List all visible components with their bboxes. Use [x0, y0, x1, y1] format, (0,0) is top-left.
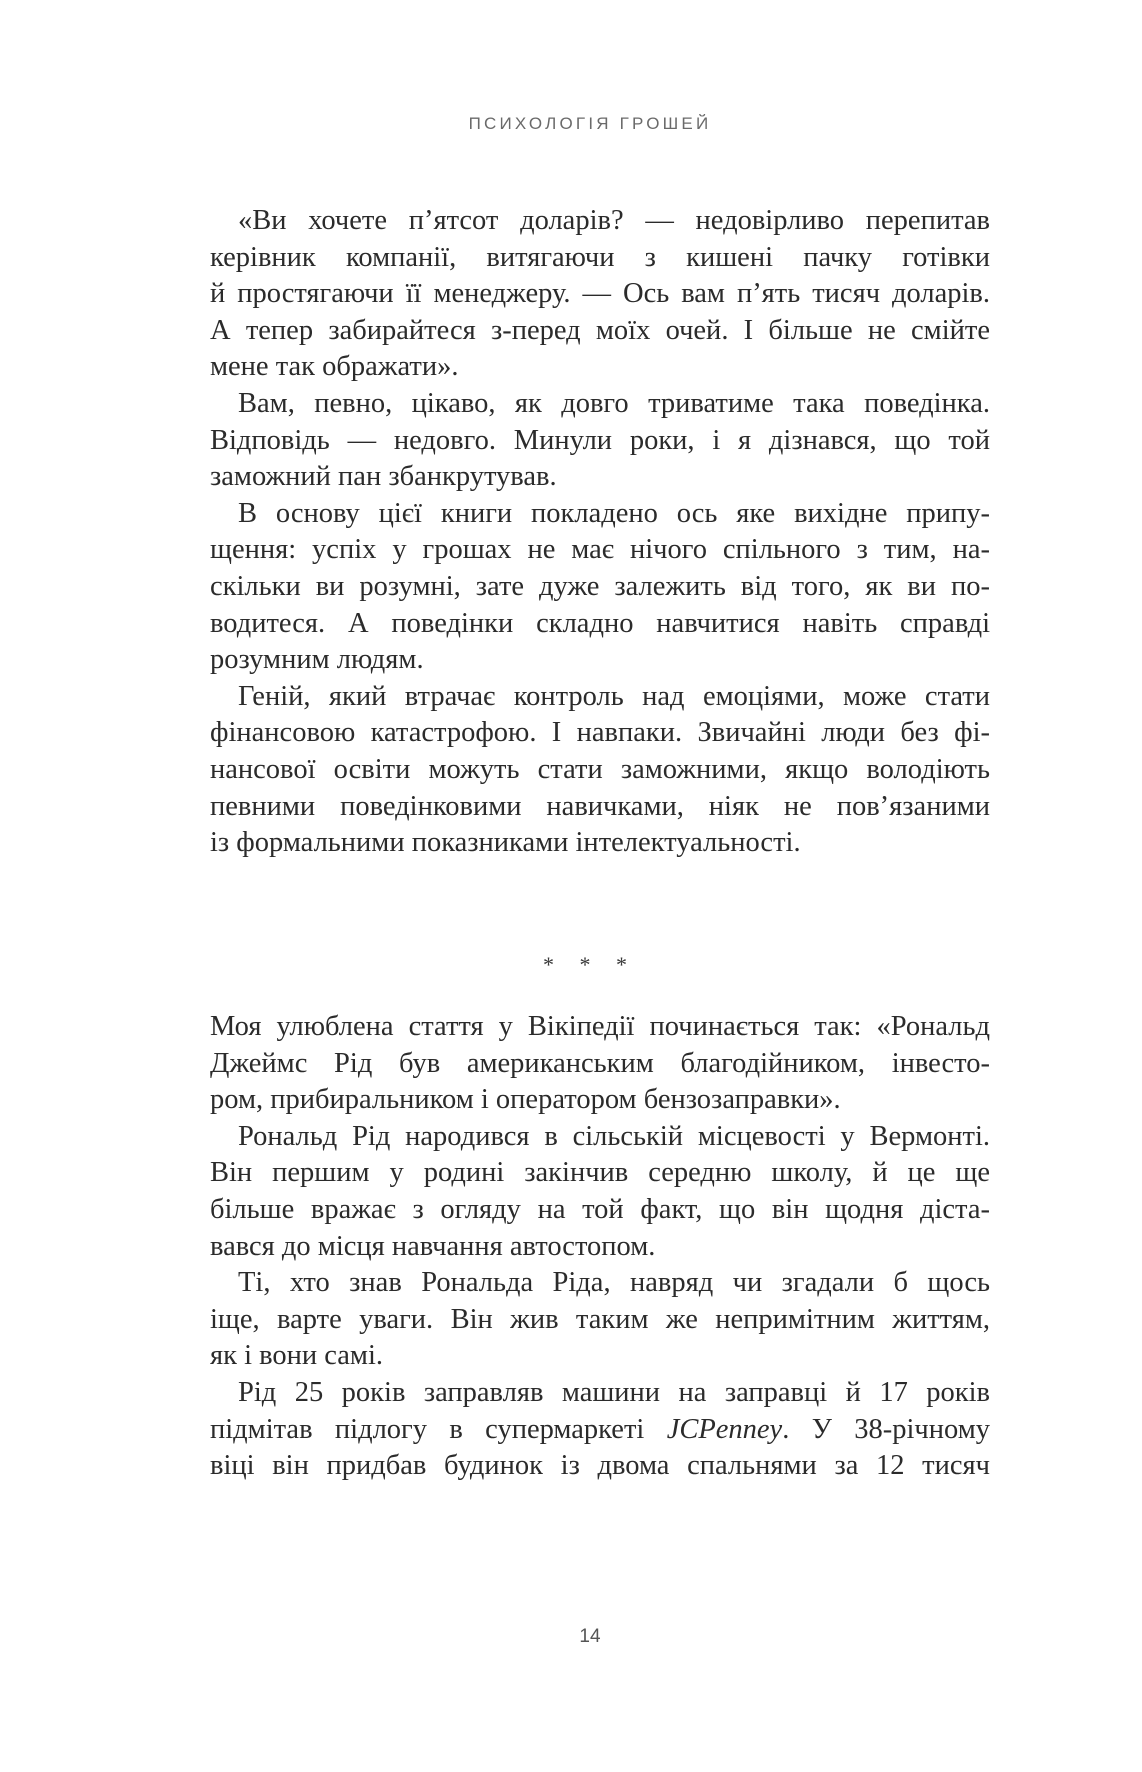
- text-line: Рід 25 років заправляв машини на заправці й 17 років: [238, 1376, 990, 1408]
- text-line: певними поведінковими навичками, ніяк не пов’язаними: [210, 790, 990, 822]
- text-line: Ті, хто знав Рональда Ріда, навряд чи згадали б щось: [238, 1267, 990, 1299]
- paragraph: [210, 386, 990, 496]
- text-line: Вам, певно, цікаво, як довго триватиме така поведінка.: [238, 387, 990, 419]
- text-line: вався до місця навчання автостопом.: [210, 1230, 656, 1262]
- paragraph: [210, 1009, 990, 1119]
- text-line: розумним людям.: [210, 644, 424, 676]
- text-line: Відповідь — недовго. Минули роки, і я дізнався, що той: [210, 424, 990, 456]
- paragraph: [210, 679, 990, 862]
- paragraph: [210, 1119, 990, 1265]
- section-separator: * * *: [543, 952, 637, 977]
- text-line: із формальними показниками інтелектуальності.: [210, 827, 801, 859]
- text-line: Рональд Рід народився в сільській місцевості у Вермонті.: [238, 1120, 990, 1152]
- text-line: А тепер забирайтеся з-перед моїх очей. І більше не смійте: [210, 314, 990, 346]
- text-line: іще, варте уваги. Він жив таким же непримітним життям,: [210, 1303, 990, 1335]
- text-line: нансової освіти можуть стати заможними, якщо володіють: [210, 753, 990, 785]
- text-line: Геній, який втрачає контроль над емоціями, може стати: [238, 680, 990, 712]
- text-line: скільки ви розумні, зате дуже залежить від того, як ви по-: [210, 570, 990, 602]
- text-line: В основу цієї книги покладено ось яке вихідне припу-: [238, 497, 990, 529]
- paragraph: [210, 203, 990, 386]
- text-line: «Ви хочете п’ятсот доларів? — недовірливо перепитав: [238, 205, 990, 236]
- text-line: віці він придбав будинок із двома спальнями за 12 тисяч: [210, 1450, 990, 1482]
- text-line: керівник компанії, витягаючи з кишені пачку готівки: [210, 241, 990, 273]
- text-line: фінансовою катастрофою. І навпаки. Звичайні люди без фі-: [210, 717, 990, 749]
- paragraph: [210, 1375, 990, 1485]
- text-line: ром, прибиральником і оператором бензозаправки».: [210, 1084, 841, 1116]
- text-line: заможний пан збанкрутував.: [210, 461, 557, 493]
- text-fragment: підмітав підлогу в супермаркеті: [210, 1413, 667, 1445]
- brand-name-italic: JCPenney: [666, 1413, 783, 1445]
- text-line: Він першим у родині закінчив середню школу, й це ще: [210, 1157, 990, 1189]
- text-line: й простягаючи її менеджеру. — Ось вам п’ять тисяч доларів.: [210, 278, 990, 310]
- text-line: щення: успіх у грошах не має нічого спільного з тим, на-: [210, 534, 990, 566]
- text-line: як і вони самі.: [210, 1340, 383, 1372]
- text-line-with-italic: [210, 1412, 990, 1449]
- text-line: водитеся. А поведінки складно навчитися навіть справді: [210, 607, 990, 639]
- page-number: 14: [579, 1626, 601, 1647]
- text-line: Моя улюблена стаття у Вікіпедії починається так: «Рональд: [210, 1011, 990, 1042]
- text-section-1: [210, 203, 990, 862]
- text-fragment: . У 38-річному: [782, 1413, 990, 1445]
- paragraph: [210, 496, 990, 679]
- text-line: мене так ображати».: [210, 351, 459, 383]
- text-section-2: [210, 1009, 990, 1485]
- running-head: ПСИХОЛОГІЯ ГРОШЕЙ: [468, 114, 712, 133]
- paragraph: [210, 1265, 990, 1375]
- text-line: більше вражає з огляду на той факт, що він щодня діста-: [210, 1193, 990, 1225]
- text-line: Джеймс Рід був американським благодійником, інвесто-: [210, 1047, 990, 1079]
